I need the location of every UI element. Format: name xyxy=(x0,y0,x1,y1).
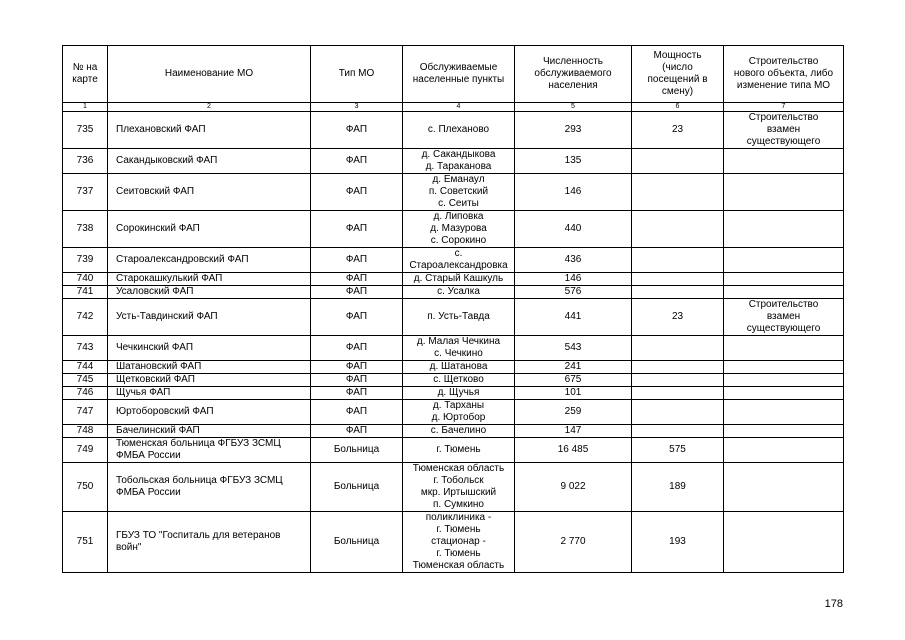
cell-line: г. Тюмень xyxy=(436,444,481,455)
cell-line: Тип МО xyxy=(338,68,375,79)
cell-line: Больница xyxy=(333,481,380,492)
cell-line: мкр. Иртышский xyxy=(420,487,497,498)
cell-line: 135 xyxy=(564,155,582,166)
settlements-cell xyxy=(403,286,515,299)
cell-line: ФАП xyxy=(345,361,368,372)
cell-line: ФАП xyxy=(345,186,368,197)
capacity-cell xyxy=(632,463,724,512)
cell-line: с. Щетково xyxy=(433,374,484,385)
cell-line: 749 xyxy=(76,444,94,455)
settlements-cell xyxy=(403,211,515,248)
cell-line: 147 xyxy=(564,425,582,436)
cell-line: 9 022 xyxy=(560,481,586,492)
table-row xyxy=(63,211,844,248)
cell-line: 2 770 xyxy=(560,536,586,547)
row-num-cell xyxy=(63,211,108,248)
table-row xyxy=(63,512,844,573)
cell-line: нового объекта, либо xyxy=(733,68,834,79)
cell-line: п. Усть-Тавда xyxy=(427,311,490,322)
capacity-cell xyxy=(632,273,724,286)
cell-line: 441 xyxy=(564,311,582,322)
population-cell xyxy=(515,438,632,463)
table-row xyxy=(63,248,844,273)
cell-line: 23 xyxy=(671,311,684,322)
cell-line: ГБУЗ ТО "Госпиталь для ветеранов xyxy=(116,530,281,541)
cell-line: г. Тюмень xyxy=(436,548,481,559)
cell-line: д. Тараканова xyxy=(425,161,492,172)
capacity-cell xyxy=(632,174,724,211)
cell-line: обслуживаемого xyxy=(534,68,612,79)
row-num-cell xyxy=(63,112,108,149)
settlements-cell xyxy=(403,400,515,425)
header-num xyxy=(63,46,108,103)
population-cell xyxy=(515,361,632,374)
cell-line: Староалександровка xyxy=(409,260,508,271)
row-num-cell xyxy=(63,438,108,463)
facility-name-cell xyxy=(108,174,311,211)
cell-line: посещений в xyxy=(647,74,708,85)
settlements-cell xyxy=(403,463,515,512)
settlements-cell xyxy=(403,174,515,211)
cell-line: Сакандыковский ФАП xyxy=(116,155,218,166)
cell-line: ФАП xyxy=(345,311,368,322)
cell-line: 739 xyxy=(76,254,94,265)
cell-line: Строительство xyxy=(748,299,819,310)
cell-line: 189 xyxy=(669,481,686,492)
table-header-row xyxy=(63,46,844,103)
cell-line: ФАП xyxy=(345,374,368,385)
cell-line: д. Старый Кашкуль xyxy=(413,273,504,284)
cell-line: д. Липовка xyxy=(433,211,484,222)
cell-line: Наименование МО xyxy=(164,68,254,79)
cell-line: Чечкинский ФАП xyxy=(116,342,194,353)
cell-line: Мощность xyxy=(653,50,702,61)
construction-cell xyxy=(724,374,844,387)
table-row xyxy=(63,425,844,438)
cell-line: д. Юртобор xyxy=(431,412,486,423)
cell-line: войн" xyxy=(116,542,142,553)
facility-type-cell xyxy=(311,112,403,149)
cell-line: 746 xyxy=(76,387,94,398)
row-num-cell xyxy=(63,149,108,174)
capacity-cell xyxy=(632,211,724,248)
cell-line: ФАП xyxy=(345,254,368,265)
cell-line: Тобольская больница ФГБУЗ ЗСМЦ xyxy=(116,475,283,486)
facility-type-cell xyxy=(311,273,403,286)
header-population xyxy=(515,46,632,103)
cell-line: 440 xyxy=(564,223,582,234)
cell-line: 16 485 xyxy=(557,444,589,455)
settlements-cell xyxy=(403,374,515,387)
cell-line: Строительство xyxy=(748,112,819,123)
cell-line: ФАП xyxy=(345,387,368,398)
facility-type-cell xyxy=(311,336,403,361)
cell-line: 293 xyxy=(564,124,582,135)
cell-line: 675 xyxy=(564,374,582,385)
settlements-cell xyxy=(403,438,515,463)
population-cell xyxy=(515,400,632,425)
population-cell xyxy=(515,336,632,361)
row-num-cell xyxy=(63,463,108,512)
cell-line: № на xyxy=(72,62,98,73)
construction-cell xyxy=(724,387,844,400)
settlements-cell xyxy=(403,248,515,273)
capacity-cell xyxy=(632,286,724,299)
cell-line: п. Советский xyxy=(428,186,489,197)
cell-line: д. Тарханы xyxy=(432,400,485,411)
facility-type-cell xyxy=(311,361,403,374)
settlements-cell xyxy=(403,112,515,149)
table-row xyxy=(63,463,844,512)
capacity-cell xyxy=(632,387,724,400)
row-num-cell xyxy=(63,273,108,286)
facility-name-cell xyxy=(108,438,311,463)
cell-line: Щучья ФАП xyxy=(116,387,171,398)
facility-name-cell xyxy=(108,211,311,248)
col-index: 7 xyxy=(724,103,844,112)
population-cell xyxy=(515,211,632,248)
medical-facilities-table xyxy=(62,45,844,573)
cell-line: стационар - xyxy=(431,536,486,547)
cell-line: ФАП xyxy=(345,425,368,436)
construction-cell xyxy=(724,174,844,211)
cell-line: 543 xyxy=(564,342,582,353)
construction-cell xyxy=(724,112,844,149)
cell-line: ФАП xyxy=(345,342,368,353)
cell-line: ФМБА России xyxy=(116,487,181,498)
facility-type-cell xyxy=(311,174,403,211)
construction-cell xyxy=(724,361,844,374)
row-num-cell xyxy=(63,286,108,299)
population-cell xyxy=(515,149,632,174)
construction-cell xyxy=(724,286,844,299)
cell-line: Численность xyxy=(542,56,604,67)
row-num-cell xyxy=(63,248,108,273)
cell-line: 259 xyxy=(564,406,582,417)
cell-line: Бачелинский ФАП xyxy=(116,425,200,436)
cell-line: 576 xyxy=(564,286,582,297)
capacity-cell xyxy=(632,248,724,273)
cell-line: 193 xyxy=(669,536,686,547)
col-index: 1 xyxy=(63,103,108,112)
cell-line: 747 xyxy=(76,406,94,417)
table-row xyxy=(63,112,844,149)
facility-type-cell xyxy=(311,463,403,512)
construction-cell xyxy=(724,149,844,174)
construction-cell xyxy=(724,400,844,425)
table-row xyxy=(63,149,844,174)
facility-name-cell xyxy=(108,112,311,149)
capacity-cell xyxy=(632,438,724,463)
capacity-cell xyxy=(632,149,724,174)
page-number: 178 xyxy=(824,598,843,610)
cell-line: Строительство xyxy=(748,56,819,67)
cell-line: изменение типа МО xyxy=(736,80,831,91)
table-row xyxy=(63,273,844,286)
header-construction xyxy=(724,46,844,103)
row-num-cell xyxy=(63,425,108,438)
cell-line: д. Шатанова xyxy=(429,361,488,372)
construction-cell xyxy=(724,248,844,273)
cell-line: Усть-Тавдинский ФАП xyxy=(116,311,218,322)
table-row xyxy=(63,374,844,387)
cell-line: ФМБА России xyxy=(116,450,181,461)
cell-line: 737 xyxy=(76,186,94,197)
cell-line: взамен xyxy=(766,311,801,322)
construction-cell xyxy=(724,425,844,438)
facility-type-cell xyxy=(311,248,403,273)
capacity-cell xyxy=(632,425,724,438)
facility-type-cell xyxy=(311,400,403,425)
facility-name-cell xyxy=(108,361,311,374)
facility-name-cell xyxy=(108,400,311,425)
col-index: 2 xyxy=(108,103,311,112)
row-num-cell xyxy=(63,374,108,387)
cell-line: Больница xyxy=(333,444,380,455)
cell-line: существующего xyxy=(746,136,821,147)
settlements-cell xyxy=(403,336,515,361)
cell-line: 748 xyxy=(76,425,94,436)
cell-line: 23 xyxy=(671,124,684,135)
facility-type-cell xyxy=(311,149,403,174)
cell-line: Сорокинский ФАП xyxy=(116,223,200,234)
capacity-cell xyxy=(632,400,724,425)
cell-line: с. xyxy=(454,248,463,259)
cell-line: 738 xyxy=(76,223,94,234)
settlements-cell xyxy=(403,361,515,374)
cell-line: 735 xyxy=(76,124,94,135)
row-num-cell xyxy=(63,336,108,361)
row-num-cell xyxy=(63,361,108,374)
cell-line: поликлиника - xyxy=(425,512,492,523)
row-num-cell xyxy=(63,299,108,336)
facility-name-cell xyxy=(108,273,311,286)
construction-cell xyxy=(724,273,844,286)
construction-cell xyxy=(724,211,844,248)
cell-line: 740 xyxy=(76,273,94,284)
facility-type-cell xyxy=(311,438,403,463)
facility-type-cell xyxy=(311,512,403,573)
column-index-row xyxy=(63,103,844,112)
table-row xyxy=(63,336,844,361)
cell-line: Юртоборовский ФАП xyxy=(116,406,214,417)
cell-line: карте xyxy=(72,74,98,85)
cell-line: ФАП xyxy=(345,155,368,166)
table-row xyxy=(63,286,844,299)
cell-line: Обслуживаемые xyxy=(419,62,498,73)
facility-name-cell xyxy=(108,336,311,361)
facility-type-cell xyxy=(311,425,403,438)
cell-line: Плехановский ФАП xyxy=(116,124,206,135)
cell-line: с. Плеханово xyxy=(427,124,490,135)
cell-line: населенные пункты xyxy=(412,74,505,85)
facility-name-cell xyxy=(108,286,311,299)
cell-line: 436 xyxy=(564,254,582,265)
cell-line: (число xyxy=(662,62,693,73)
facility-name-cell xyxy=(108,512,311,573)
col-index: 3 xyxy=(311,103,403,112)
cell-line: г. Тюмень xyxy=(436,524,481,535)
facility-name-cell xyxy=(108,463,311,512)
construction-cell xyxy=(724,299,844,336)
cell-line: г. Тобольск xyxy=(433,475,484,486)
cell-line: д. Мазурова xyxy=(430,223,487,234)
facility-name-cell xyxy=(108,248,311,273)
table-row xyxy=(63,400,844,425)
cell-line: 742 xyxy=(76,311,94,322)
population-cell xyxy=(515,512,632,573)
header-name xyxy=(108,46,311,103)
construction-cell xyxy=(724,336,844,361)
cell-line: Тюменская область xyxy=(412,463,505,474)
cell-line: ФАП xyxy=(345,406,368,417)
capacity-cell xyxy=(632,374,724,387)
settlements-cell xyxy=(403,273,515,286)
col-index: 4 xyxy=(403,103,515,112)
row-num-cell xyxy=(63,400,108,425)
cell-line: с. Бачелино xyxy=(430,425,487,436)
settlements-cell xyxy=(403,425,515,438)
population-cell xyxy=(515,286,632,299)
row-num-cell xyxy=(63,512,108,573)
facility-type-cell xyxy=(311,286,403,299)
capacity-cell xyxy=(632,361,724,374)
table-row xyxy=(63,438,844,463)
population-cell xyxy=(515,248,632,273)
cell-line: с. Сеиты xyxy=(438,198,479,209)
cell-line: 743 xyxy=(76,342,94,353)
cell-line: ФАП xyxy=(345,273,368,284)
header-type xyxy=(311,46,403,103)
cell-line: Шатановский ФАП xyxy=(116,361,202,372)
facility-name-cell xyxy=(108,425,311,438)
cell-line: 741 xyxy=(76,286,94,297)
cell-line: д. Еманаул xyxy=(432,174,485,185)
cell-line: взамен xyxy=(766,124,801,135)
cell-line: Старокашкулький ФАП xyxy=(116,273,223,284)
cell-line: д. Сакандыкова xyxy=(421,149,496,160)
capacity-cell xyxy=(632,512,724,573)
cell-line: 146 xyxy=(564,186,582,197)
facility-name-cell xyxy=(108,387,311,400)
capacity-cell xyxy=(632,112,724,149)
construction-cell xyxy=(724,438,844,463)
cell-line: 745 xyxy=(76,374,94,385)
population-cell xyxy=(515,273,632,286)
cell-line: Тюменская больница ФГБУЗ ЗСМЦ xyxy=(116,438,281,449)
cell-line: Усаловский ФАП xyxy=(116,286,194,297)
population-cell xyxy=(515,374,632,387)
table-row xyxy=(63,387,844,400)
capacity-cell xyxy=(632,336,724,361)
facility-name-cell xyxy=(108,374,311,387)
cell-line: ФАП xyxy=(345,223,368,234)
cell-line: Староалександровский ФАП xyxy=(116,254,249,265)
population-cell xyxy=(515,112,632,149)
col-index: 5 xyxy=(515,103,632,112)
facility-type-cell xyxy=(311,299,403,336)
population-cell xyxy=(515,387,632,400)
population-cell xyxy=(515,425,632,438)
cell-line: д. Малая Чечкина xyxy=(416,336,501,347)
cell-line: с. Сорокино xyxy=(430,235,487,246)
cell-line: смену) xyxy=(661,86,694,97)
facility-type-cell xyxy=(311,211,403,248)
cell-line: 101 xyxy=(564,387,582,398)
cell-line: с. Усалка xyxy=(437,286,480,297)
header-settlements xyxy=(403,46,515,103)
cell-line: 751 xyxy=(76,536,94,547)
cell-line: Больница xyxy=(333,536,380,547)
population-cell xyxy=(515,299,632,336)
population-cell xyxy=(515,174,632,211)
cell-line: Щетковский ФАП xyxy=(116,374,195,385)
facility-name-cell xyxy=(108,299,311,336)
cell-line: с. Чечкино xyxy=(434,348,483,359)
population-cell xyxy=(515,463,632,512)
cell-line: д. Щучья xyxy=(437,387,480,398)
settlements-cell xyxy=(403,149,515,174)
cell-line: 241 xyxy=(564,361,582,372)
row-num-cell xyxy=(63,387,108,400)
settlements-cell xyxy=(403,387,515,400)
cell-line: Сеитовский ФАП xyxy=(116,186,195,197)
construction-cell xyxy=(724,512,844,573)
cell-line: 750 xyxy=(76,481,94,492)
facility-name-cell xyxy=(108,149,311,174)
facility-type-cell xyxy=(311,387,403,400)
construction-cell xyxy=(724,463,844,512)
cell-line: населения xyxy=(548,80,598,91)
cell-line: 575 xyxy=(669,444,686,455)
table-row xyxy=(63,174,844,211)
col-index: 6 xyxy=(632,103,724,112)
cell-line: 744 xyxy=(76,361,94,372)
cell-line: п. Сумкино xyxy=(432,499,484,510)
capacity-cell xyxy=(632,299,724,336)
cell-line: 146 xyxy=(564,273,582,284)
settlements-cell xyxy=(403,512,515,573)
cell-line: 736 xyxy=(76,155,94,166)
row-num-cell xyxy=(63,174,108,211)
header-capacity xyxy=(632,46,724,103)
table-row xyxy=(63,299,844,336)
cell-line: существующего xyxy=(746,323,821,334)
facility-type-cell xyxy=(311,374,403,387)
table-row xyxy=(63,361,844,374)
cell-line: ФАП xyxy=(345,286,368,297)
cell-line: ФАП xyxy=(345,124,368,135)
cell-line: Тюменская область xyxy=(412,560,505,571)
settlements-cell xyxy=(403,299,515,336)
